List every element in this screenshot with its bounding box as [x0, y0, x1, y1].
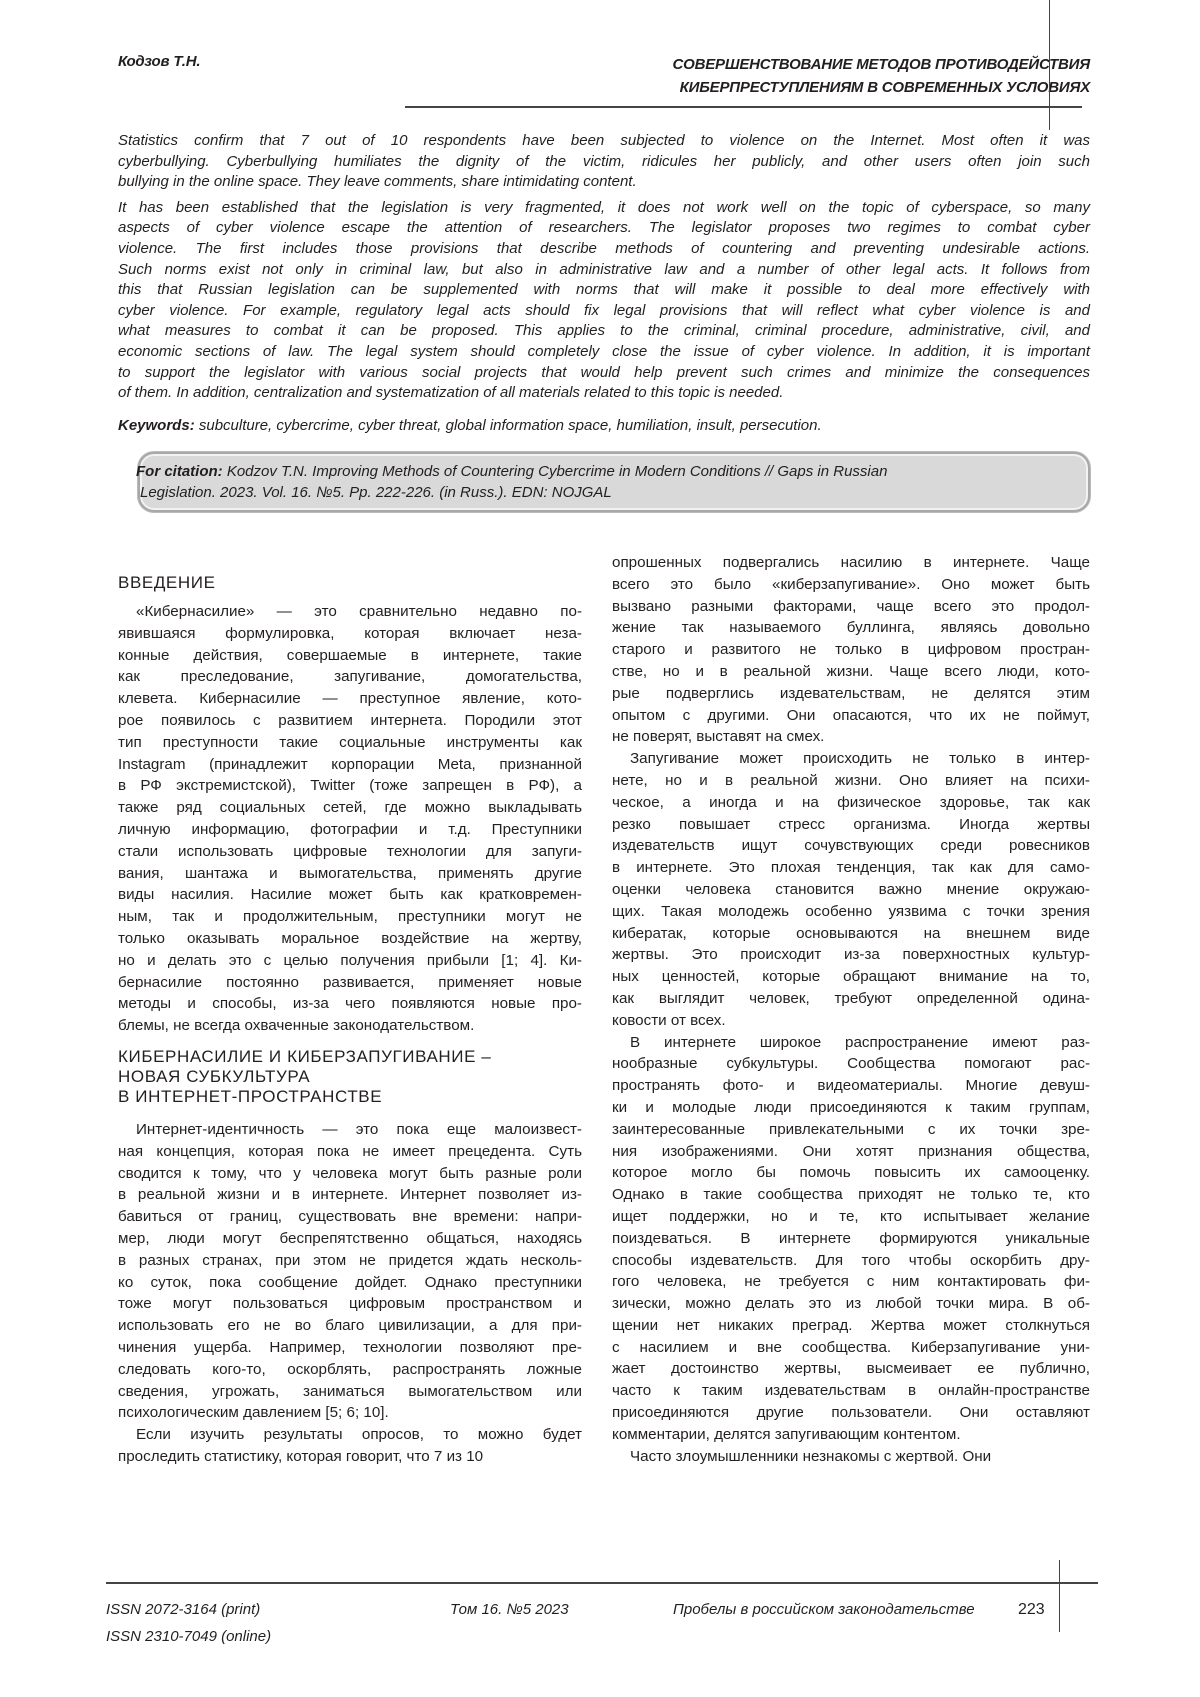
citation-label: For citation: — [136, 463, 223, 480]
text-line: violence. The first includes those provisions that describe methods of countering and preventing undesirable actions. — [118, 239, 1090, 260]
keywords-label: Keywords: — [118, 417, 195, 434]
text-line: старого и развитого не только в цифровом простран- — [612, 639, 1090, 661]
text-line: Statistics confirm that 7 out of 10 respondents have been subjected to violence on the Internet. Most often it was — [118, 131, 1090, 152]
text-line: тоже могут пользоваться цифровым пространством и — [118, 1293, 582, 1315]
paragraph — [118, 1119, 582, 1424]
text-line: of them. In addition, centralization and systematization of all materials related to this topic is needed. — [118, 383, 1090, 404]
citation-box — [138, 452, 1090, 512]
text-line: но и делать это с целью получения прибыли [1; 4]. Ки- — [118, 950, 582, 972]
citation-text: Kodzov T.N. Improving Methods of Countering Cybercrime in Modern Conditions // Gaps in Russian — [223, 463, 888, 480]
abstract-paragraph — [118, 131, 1090, 193]
text-line: только оказывать моральное воздействие на жертву, — [118, 928, 582, 950]
text-line: резко повышает стресс организма. Иногда жертвы — [612, 814, 1090, 836]
abstract — [118, 131, 1090, 409]
title-line: КИБЕРПРЕСТУПЛЕНИЯМ В СОВРЕМЕННЫХ УСЛОВИЯХ — [673, 76, 1090, 99]
text-line: использовать его не во благо цивилизации, а для при- — [118, 1315, 582, 1337]
text-line: блемы, не всегда охваченные законодательством. — [118, 1015, 582, 1037]
text-line: часто к таким издевательствам в онлайн-пространстве — [612, 1380, 1090, 1402]
article-running-title — [673, 53, 1090, 99]
text-line: ных ценностей, которые обращают внимание на то, — [612, 966, 1090, 988]
footer-vertical-rule — [1059, 1560, 1060, 1632]
text-line: бернасилие постоянно развивается, применяет новые — [118, 972, 582, 994]
text-line: пространять фото- и видеоматериалы. Многие девуш- — [612, 1075, 1090, 1097]
section-heading-introduction: ВВЕДЕНИЕ — [118, 573, 582, 593]
text-line: рые подверглись издевательствам, не делятся этим — [612, 683, 1090, 705]
text-line: тип преступности такие социальные инструменты как — [118, 732, 582, 754]
text-line: чинения ущерба. Например, технологии позволяют пре- — [118, 1337, 582, 1359]
text-line: оценки человека становится важно мнение окружаю- — [612, 879, 1090, 901]
heading-line: КИБЕРНАСИЛИЕ И КИБЕРЗАПУГИВАНИЕ – — [118, 1047, 582, 1067]
text-line: ко суток, пока сообщение дойдет. Однако преступники — [118, 1272, 582, 1294]
citation-line — [136, 461, 1088, 482]
text-line: Instagram (принадлежит корпорации Meta, признанной — [118, 754, 582, 776]
text-line: щении нет никаких преград. Жертва может столкнуться — [612, 1315, 1090, 1337]
text-line: нообразные субкультуры. Сообщества помогают рас- — [612, 1053, 1090, 1075]
text-line: методы и способы, из-за чего появляются новые про- — [118, 993, 582, 1015]
issn-online: ISSN 2310-7049 (online) — [106, 1623, 271, 1650]
abstract-paragraph — [118, 198, 1090, 404]
author-name: Кодзов Т.Н. — [118, 53, 200, 70]
text-line: ческое, а иногда и на физическое здоровье, так как — [612, 792, 1090, 814]
text-line: Интернет-идентичность — это пока еще малоизвест- — [118, 1119, 582, 1141]
text-line: to support the legislator with various social projects that would help prevent such crimes and minimize the consequences — [118, 363, 1090, 384]
text-line: не поверят, выставят на смех. — [612, 726, 1090, 748]
text-line: ным, так и продолжительным, преступники могут не — [118, 906, 582, 928]
text-line: издевательств ищут сочувствующих среди ровесников — [612, 835, 1090, 857]
title-line: СОВЕРШЕНСТВОВАНИЕ МЕТОДОВ ПРОТИВОДЕЙСТВИЯ — [673, 53, 1090, 76]
text-line: bullying in the online space. They leave comments, share intimidating content. — [118, 172, 1090, 193]
text-line: жение так называемого буллинга, являясь довольно — [612, 617, 1090, 639]
text-line: в РФ экстремистской), Twitter (тоже запрещен в РФ), а — [118, 775, 582, 797]
text-line: как преследование, запугивание, домогательства, — [118, 666, 582, 688]
text-line: в реальной жизни и в интернете. Интернет позволяет из- — [118, 1184, 582, 1206]
text-line: поиздеваться. В интернете формируются уникальные — [612, 1228, 1090, 1250]
text-line: комментарии, делятся запугивающим контентом. — [612, 1424, 1090, 1446]
text-line: ния изображениями. Они хотят признания общества, — [612, 1141, 1090, 1163]
text-line: всего это было «киберзапугивание». Оно может быть — [612, 574, 1090, 596]
text-line: в интернете. Это плохая тенденция, так как для само- — [612, 857, 1090, 879]
keywords — [118, 417, 822, 434]
text-line: присоединяются другие пользователи. Они оставляют — [612, 1402, 1090, 1424]
text-line: стве, но и в реальной жизни. Чаще всего люди, кото- — [612, 661, 1090, 683]
text-line: с насилием и вне сообщества. Киберзапугивание уни- — [612, 1337, 1090, 1359]
text-line: It has been established that the legislation is very fragmented, it does not work well on the topic of cyberspace, so many — [118, 198, 1090, 219]
text-line: проследить статистику, которая говорит, что 7 из 10 — [118, 1446, 582, 1468]
text-line: сведения, угрожать, заниматься вымогательством или — [118, 1381, 582, 1403]
text-line: aspects of cyber violence escape the attention of researchers. The legislator proposes two regimes to combat cyber — [118, 218, 1090, 239]
text-line: ищет поддержки, но и те, кто испытывает желание — [612, 1206, 1090, 1228]
text-line: Such norms exist not only in criminal law, but also in administrative law and a number of other legal acts. It follows from — [118, 260, 1090, 281]
text-line: Запугивание может происходить не только в интер- — [612, 748, 1090, 770]
text-line: гого человека, не требуется с ним контактировать фи- — [612, 1271, 1090, 1293]
paragraph — [118, 1424, 582, 1468]
text-line: Однако в такие сообщества приходят не только те, кто — [612, 1184, 1090, 1206]
volume-issue: Том 16. №5 2023 — [450, 1596, 569, 1623]
text-line: Часто злоумышленники незнакомы с жертвой. Они — [612, 1446, 1090, 1468]
text-line: заинтересованные привлекательными с их точки зре- — [612, 1119, 1090, 1141]
heading-line: В ИНТЕРНЕТ-ПРОСТРАНСТВЕ — [118, 1087, 582, 1107]
paragraph — [612, 552, 1090, 748]
text-line: нете, но и в реальной жизни. Оно влияет на психи- — [612, 770, 1090, 792]
left-column — [118, 573, 582, 1468]
text-line: психологическим давлением [5; 6; 10]. — [118, 1402, 582, 1424]
text-line: опытом с другими. Они опасаются, что их не поймут, — [612, 705, 1090, 727]
text-line: В интернете широкое распространение имеют раз- — [612, 1032, 1090, 1054]
text-line: щих. Такая молодежь особенно уязвима с точки зрения — [612, 901, 1090, 923]
text-line: рое появилось с развитием интернета. Породили этот — [118, 710, 582, 732]
text-line: мер, люди могут беспрепятственно общаться, находясь — [118, 1228, 582, 1250]
text-line: economic sections of law. The legal system should completely close the issue of cyber violence. In addition, it is important — [118, 342, 1090, 363]
text-line: способы издевательств. Для того чтобы оскорбить дру- — [612, 1250, 1090, 1272]
paragraph — [118, 601, 582, 1037]
paragraph — [612, 1032, 1090, 1446]
text-line: жертвы. Это происходит из-за поверхностных культур- — [612, 944, 1090, 966]
text-line: стали использовать цифровые технологии для запуги- — [118, 841, 582, 863]
text-line: what measures to combat it can be proposed. This applies to the criminal, criminal procedure, administrative, civil, and — [118, 321, 1090, 342]
text-line: cyberbullying. Cyberbullying humiliates the dignity of the victim, ridicules her publicly, and other users often join such — [118, 152, 1090, 173]
section-heading-cyberviolence — [118, 1047, 582, 1107]
citation-line: Legislation. 2023. Vol. 16. №5. Pp. 222-226. (in Russ.). EDN: NOJGAL — [140, 482, 1088, 503]
text-line: бавиться от границ, существовать вне времени: напри- — [118, 1206, 582, 1228]
text-line: виды насилия. Насилие может быть как кратковремен- — [118, 884, 582, 906]
heading-line: НОВАЯ СУБКУЛЬТУРА — [118, 1067, 582, 1087]
text-line: вания, шантажа и вымогательства, применять другие — [118, 863, 582, 885]
journal-name: Пробелы в российском законодательстве — [673, 1596, 975, 1623]
footer-rule — [106, 1582, 1098, 1584]
text-line: кибератак, которые основываются на внешнем виде — [612, 923, 1090, 945]
text-line: жает достоинство жертвы, высмеивает ее публично, — [612, 1358, 1090, 1380]
citation-content — [140, 461, 1088, 503]
right-column — [612, 552, 1090, 1467]
text-line: ки и молодые люди присоединяются к таким группам, — [612, 1097, 1090, 1119]
text-line: Если изучить результаты опросов, то можно будет — [118, 1424, 582, 1446]
text-line: конные действия, совершаемые в интернете, такие — [118, 645, 582, 667]
text-line: явившаяся формулировка, которая включает неза- — [118, 623, 582, 645]
paragraph — [612, 1446, 1090, 1468]
text-line: вызвано разными факторами, чаще всего это продол- — [612, 596, 1090, 618]
text-line: this that Russian legislation can be supplemented with norms that will make it possible to deal more effectively with — [118, 280, 1090, 301]
text-line: также ряд социальных сетей, где можно выкладывать — [118, 797, 582, 819]
issn-print: ISSN 2072-3164 (print) — [106, 1596, 271, 1623]
issn-block — [106, 1596, 271, 1650]
keywords-text: subculture, cybercrime, cyber threat, global information space, humiliation, insult, persecution. — [195, 417, 822, 434]
text-line: сводится к тому, что у человека могут быть разные роли — [118, 1163, 582, 1185]
header-rule — [405, 106, 1082, 108]
text-line: личную информацию, фотографии и т.д. Преступники — [118, 819, 582, 841]
text-line: ная концепция, которая пока не имеет прецедента. Суть — [118, 1141, 582, 1163]
text-line: следовать кого-то, оскорблять, распространять ложные — [118, 1359, 582, 1381]
text-line: ковости от всех. — [612, 1010, 1090, 1032]
text-line: как выглядит человек, требуют определенной одина- — [612, 988, 1090, 1010]
text-line: клевета. Кибернасилие — преступное явление, кото- — [118, 688, 582, 710]
text-line: зически, можно делать это из любой точки мира. В об- — [612, 1293, 1090, 1315]
text-line: «Кибернасилие» — это сравнительно недавно по- — [118, 601, 582, 623]
header-vertical-rule — [1049, 0, 1050, 130]
paragraph — [612, 748, 1090, 1031]
page-number: 223 — [1018, 1596, 1045, 1623]
text-line: которое могло бы помочь повысить их самооценку. — [612, 1162, 1090, 1184]
text-line: в разных странах, при этом не придется ждать несколь- — [118, 1250, 582, 1272]
text-line: опрошенных подвергались насилию в интернете. Чаще — [612, 552, 1090, 574]
text-line: cyber violence. For example, regulatory legal acts should fix legal provisions that will reflect what cyber violence is and — [118, 301, 1090, 322]
